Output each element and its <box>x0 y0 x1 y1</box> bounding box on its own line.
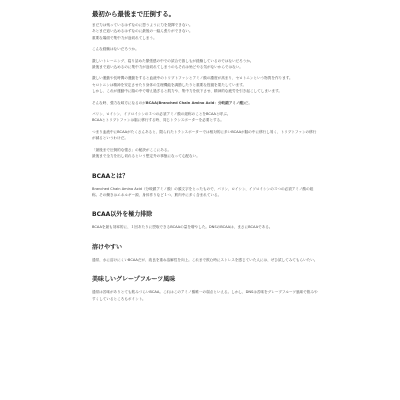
paragraph-5-tail: だ。 <box>244 100 252 105</box>
paragraph-11: 通常、水に溶けにくいBCAAだが、改良を重ね溶解性を向上。これまで飲む時にストレスを感じていた人には、ぜひ試してみてもらいたい。 <box>92 257 318 262</box>
paragraph-10: BCAAを最も効率的に、１回あたりに摂取できるBCAAの量を増やした。DNSのBCAAは、まさにBCAAである。 <box>92 225 273 230</box>
section-heading-solubility: 溶けやすい <box>92 243 123 251</box>
article-title: 最初から最後まで圧倒する。 <box>92 10 176 18</box>
paragraph-8: 「最後まで圧倒的な強さ」の秘訣がここにある。 最後まで全力を出し切れるという想定外の事態になって心配ない。 <box>92 147 200 159</box>
paragraph-5-bold: BCAA(Branched Chain Amino Acid：分岐鎖アミノ酸) <box>145 100 245 105</box>
paragraph-7: つまり血液中にBCAAがたくさんあると、限られたトランスポーターでは相対的に多いBCAAが脳の中に移行し易く、トリプトファンの移行が減るというわけだ。 <box>92 129 317 141</box>
section-heading-exclusion: BCAA以外を極力排除 <box>92 211 153 219</box>
article-column <box>92 10 318 307</box>
paragraph-1: まだ力は残っているはずなのに思うように力を発揮できない。 あとまだ追い込めるはずなのに最後の一踏ん張りができない。 重要な場面で集中力が途切れてしまう。 <box>92 23 193 40</box>
paragraph-12: 通常は苦味がありとても飲みづらいBCAA。これはこのアミノ酸唯一の弱点といえる。しかし、DNSは苦味をグレープフルーツ風味で飲みやすくしているところもポイント。 <box>92 290 318 301</box>
paragraph-9: Branched Chain Amino Acid（分岐鎖アミノ酸）の頭文字をとったもので、バリン、ロイシン、イソロイシンの３つの必須アミノ酸の総称。その働きはエネルギー源、身体作りなど１つ、筋肉中に多く含まれている。 <box>92 186 314 197</box>
paragraph-5-lead: そんな時、強力な味方になるのが <box>92 100 146 105</box>
paragraph-4: 激しい運動や長時間の運動をすると血液中のトリプトファンとアミノ酸の濃度が高まり、セロトニンという物質を作ります。 セロトニンは精神を安定させたり身体の生理機能を調節したりと重要な役割を果たしています。 しかし、これが運動中に脳の中で増え過ぎると肌力や、集中力を低下させ、精神的な疲労を引き起こしてしまいます。 <box>92 76 293 94</box>
paragraph-3: 激しいトレーニング、寝り詰めた緊張感の中での試合で誰しもが経験しているのではないだろうか。 最後まで追い込めるのに集中力が途切れてしまうのもそれは殆どやる気がないからではない。 <box>92 58 254 70</box>
section-heading-bcaa: BCAAとは？ <box>92 172 129 180</box>
section-heading-flavor: 美味しいグレープフルーツ風味 <box>92 276 176 284</box>
paragraph-2: こんな経験はないだろうか。 <box>92 47 139 52</box>
paragraph-6: バリン、ロイシン、イソロイシンの３つの必須アミノ酸の総称のことをBCAAと呼ぶ。 BCAAとトリプトファンは脳に移行する時、同じトランスポーターを必要とする。 <box>92 112 231 123</box>
paragraph-5 <box>92 100 318 106</box>
